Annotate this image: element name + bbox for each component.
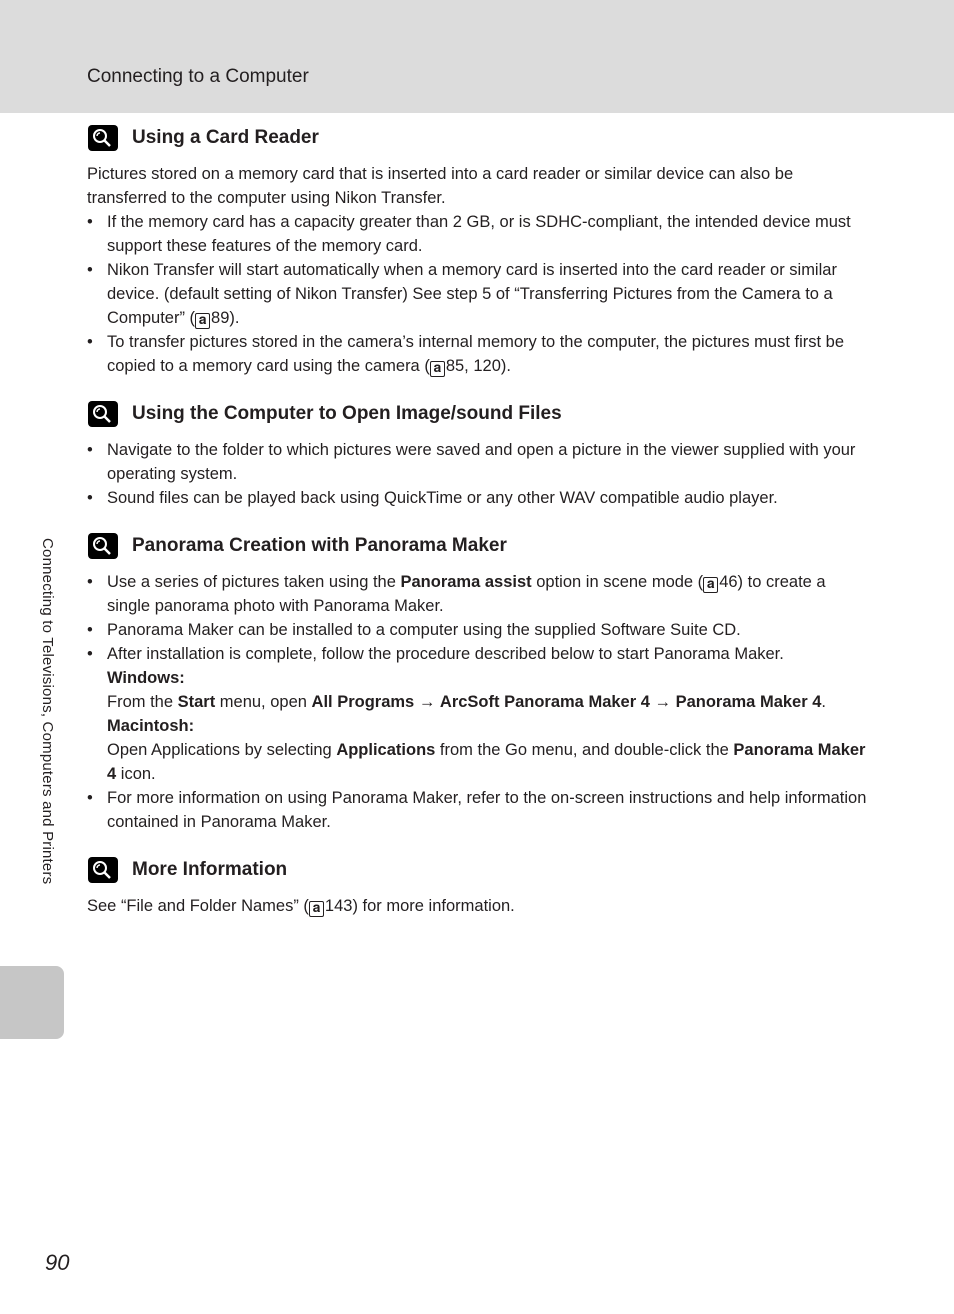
item-text: From the xyxy=(107,693,178,711)
list-item xyxy=(87,570,872,618)
item-text: To transfer pictures stored in the camera’s internal memory to the computer, the pictures must first be copied to a memory card using the camera ( xyxy=(107,333,845,375)
item-text: . xyxy=(821,693,826,711)
applications-name: Applications xyxy=(336,741,436,759)
item-text: ) to create a single panorama photo with Panorama Maker. xyxy=(107,573,826,615)
side-chapter-tab xyxy=(0,966,64,1039)
note-magnifier-icon xyxy=(88,125,118,151)
page-header-title: Connecting to a Computer xyxy=(87,66,309,87)
page-reference: 85, 120 xyxy=(445,357,501,375)
note-magnifier-icon xyxy=(88,857,118,883)
arrow-glyph: → xyxy=(414,693,440,711)
item-text: menu, open xyxy=(215,693,312,711)
item-text: Open Applications by selecting xyxy=(107,741,337,759)
header-band xyxy=(0,0,954,113)
list-item: • Sound files can be played back using QuickTime or any other WAV compatible audio player. xyxy=(87,486,872,510)
list-item xyxy=(87,642,872,786)
item-text: ). xyxy=(229,309,240,327)
page-reference: 46 xyxy=(719,573,738,591)
section-open-files xyxy=(87,396,872,510)
note-magnifier-icon xyxy=(88,401,118,427)
all-programs-name: All Programs xyxy=(311,693,415,711)
reference-book-icon: 𝐚 xyxy=(430,361,445,377)
section-title: Using a Card Reader xyxy=(132,127,319,148)
list-item xyxy=(87,258,872,330)
reference-book-icon: 𝐚 xyxy=(309,901,324,917)
arcsoft-folder-name: ArcSoft Panorama Maker 4 xyxy=(439,693,650,711)
item-text: from the Go menu, and double-click the xyxy=(435,741,734,759)
reference-book-icon: 𝐚 xyxy=(703,577,718,593)
page-content xyxy=(87,120,872,918)
bullet-list xyxy=(87,438,872,510)
section-title: Using the Computer to Open Image/sound Files xyxy=(132,403,562,424)
section-heading xyxy=(87,852,872,888)
windows-label: Windows: xyxy=(107,669,185,687)
item-text: See “File and Folder Names” ( xyxy=(87,897,309,915)
section-more-info xyxy=(87,852,872,918)
item-text: After installation is complete, follow the procedure described below to start Panorama Maker. xyxy=(107,645,784,663)
list-item xyxy=(87,330,872,378)
section-card-reader xyxy=(87,120,872,378)
list-item: • Navigate to the folder to which pictures were saved and open a picture in the viewer supplied with your operating system. xyxy=(87,438,872,486)
menu-option-name: Panorama assist xyxy=(400,573,532,591)
item-text: ) for more information. xyxy=(352,897,515,915)
start-menu-name: Start xyxy=(177,693,216,711)
section-panorama xyxy=(87,528,872,834)
section-intro: Pictures stored on a memory card that is inserted into a card reader or similar device can also be transferred to the computer using Nikon Transfer. xyxy=(87,165,794,207)
panorama-maker-name: Panorama Maker 4 xyxy=(107,741,866,783)
item-text: option in scene mode ( xyxy=(531,573,704,591)
list-item: • For more information on using Panorama Maker, refer to the on-screen instructions and help information contained in Panorama Maker. xyxy=(87,786,872,834)
panorama-maker-name: Panorama Maker 4 xyxy=(675,693,822,711)
section-heading xyxy=(87,396,872,432)
item-text: If the memory card has a capacity greater than 2 GB, or is SDHC-compliant, the intended device must support these features of the memory card. xyxy=(107,213,851,255)
side-chapter-label: Connecting to Televisions, Computers and Printers xyxy=(39,538,56,885)
bullet-list xyxy=(87,210,872,378)
section-text xyxy=(87,894,872,918)
item-text: icon. xyxy=(116,765,156,783)
list-item: • Panorama Maker can be installed to a computer using the supplied Software Suite CD. xyxy=(87,618,872,642)
page-reference: 143 xyxy=(324,897,353,915)
item-text: Use a series of pictures taken using the xyxy=(107,573,401,591)
section-title: Panorama Creation with Panorama Maker xyxy=(132,535,507,556)
note-magnifier-icon xyxy=(88,533,118,559)
list-item xyxy=(87,210,872,258)
item-text: ). xyxy=(500,357,511,375)
macintosh-label: Macintosh: xyxy=(107,717,195,735)
section-heading xyxy=(87,528,872,564)
section-heading xyxy=(87,120,872,156)
page-number: 90 xyxy=(45,1250,70,1275)
item-text: Nikon Transfer will start automatically when a memory card is inserted into the card reader or similar device. (default setting of Nikon Transfer) See step 5 of “Transferring Pictures from the Camera to a Computer” ( xyxy=(107,261,837,327)
arrow-glyph: → xyxy=(649,693,676,711)
reference-book-icon: 𝐚 xyxy=(195,313,210,329)
page-reference: 89 xyxy=(211,309,230,327)
bullet-list xyxy=(87,570,872,834)
section-title: More Information xyxy=(132,859,288,880)
